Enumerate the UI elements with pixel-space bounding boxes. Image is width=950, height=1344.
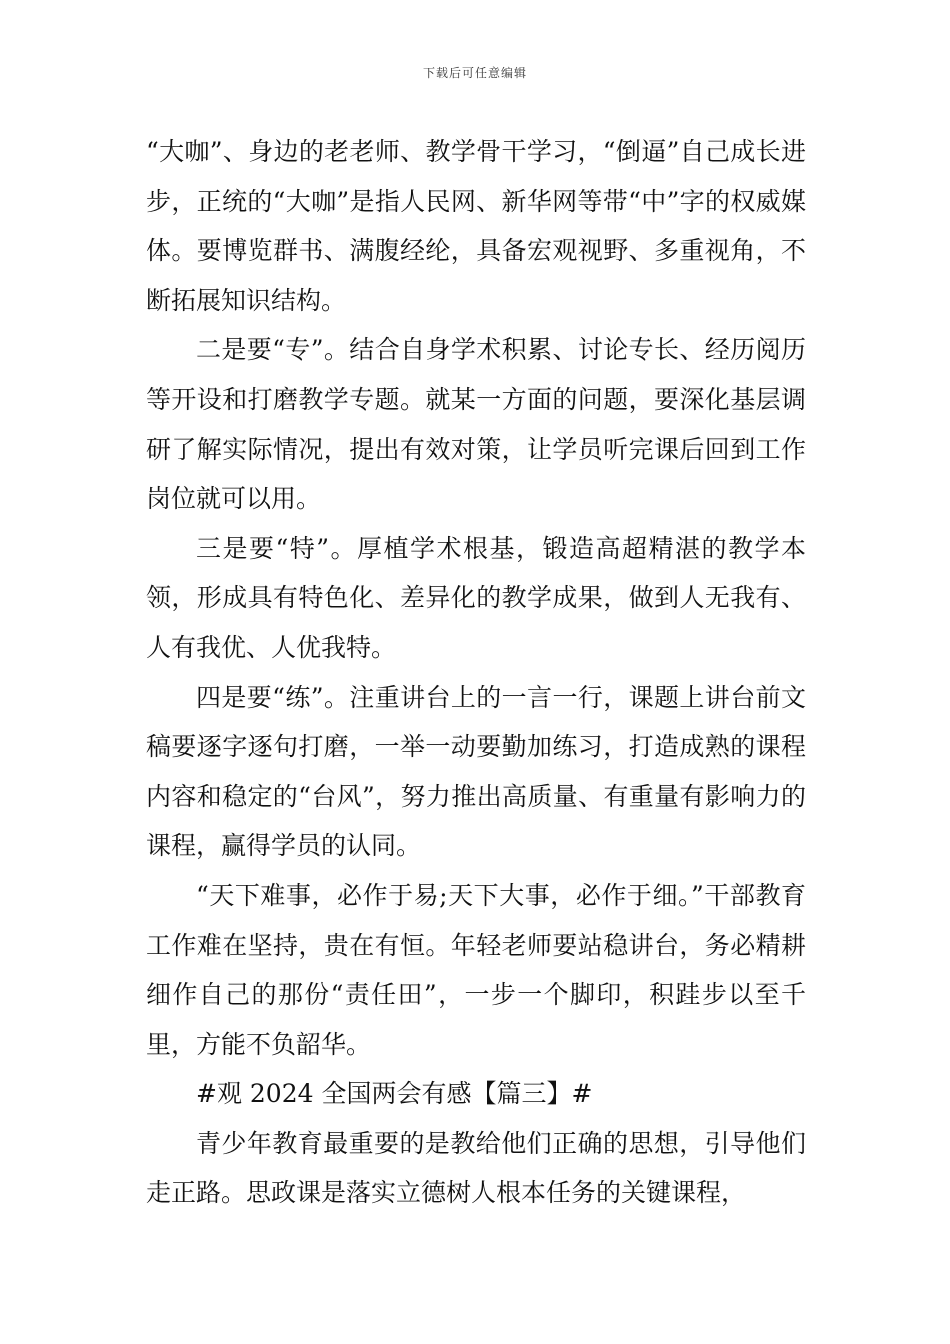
page-header-note: 下载后可任意编辑 bbox=[422, 66, 527, 80]
document-body bbox=[146, 127, 806, 1218]
paragraph-1: “大咖”、身边的老老师、教学骨干学习，“倒逼”自己成长进步，正统的“大咖”是指人民网、新华网等带“中”字的权威媒体。要博览群书、满腹经纶，具备宏观视野、多重视角，不断拓展知识结构。 bbox=[146, 137, 806, 315]
section-heading: #观 2024 全国两会有感【篇三】# bbox=[196, 1079, 593, 1109]
paragraph-3: 三是要“特”。厚植学术根基，锻造高超精湛的教学本领，形成具有特色化、差异化的教学成果，做到人无我有、人有我优、人优我特。 bbox=[146, 533, 806, 662]
paragraph-5: “天下难事，必作于易;天下大事，必作于细。”干部教育工作难在坚持，贵在有恒。年轻老师要站稳讲台，务必精耕细作自己的那份“责任田”，一步一个脚印，积跬步以至千里，方能不负韶华。 bbox=[146, 880, 806, 1059]
paragraph-2: 二是要“专”。结合自身学术积累、讨论专长、经历阅历等开设和打磨教学专题。就某一方面的问题，要深化基层调研了解实际情况，提出有效对策，让学员听完课后回到工作岗位就可以用。 bbox=[146, 335, 806, 514]
paragraph-4: 四是要“练”。注重讲台上的一言一行，课题上讲台前文稿要逐字逐句打磨，一举一动要勤加练习，打造成熟的课程内容和稳定的“台风”，努力推出高质量、有重量有影响力的课程，赢得学员的认同。 bbox=[146, 682, 806, 861]
paragraph-6: 青少年教育最重要的是教给他们正确的思想，引导他们走正路。思政课是落实立德树人根本任务的关键课程， bbox=[146, 1128, 806, 1208]
